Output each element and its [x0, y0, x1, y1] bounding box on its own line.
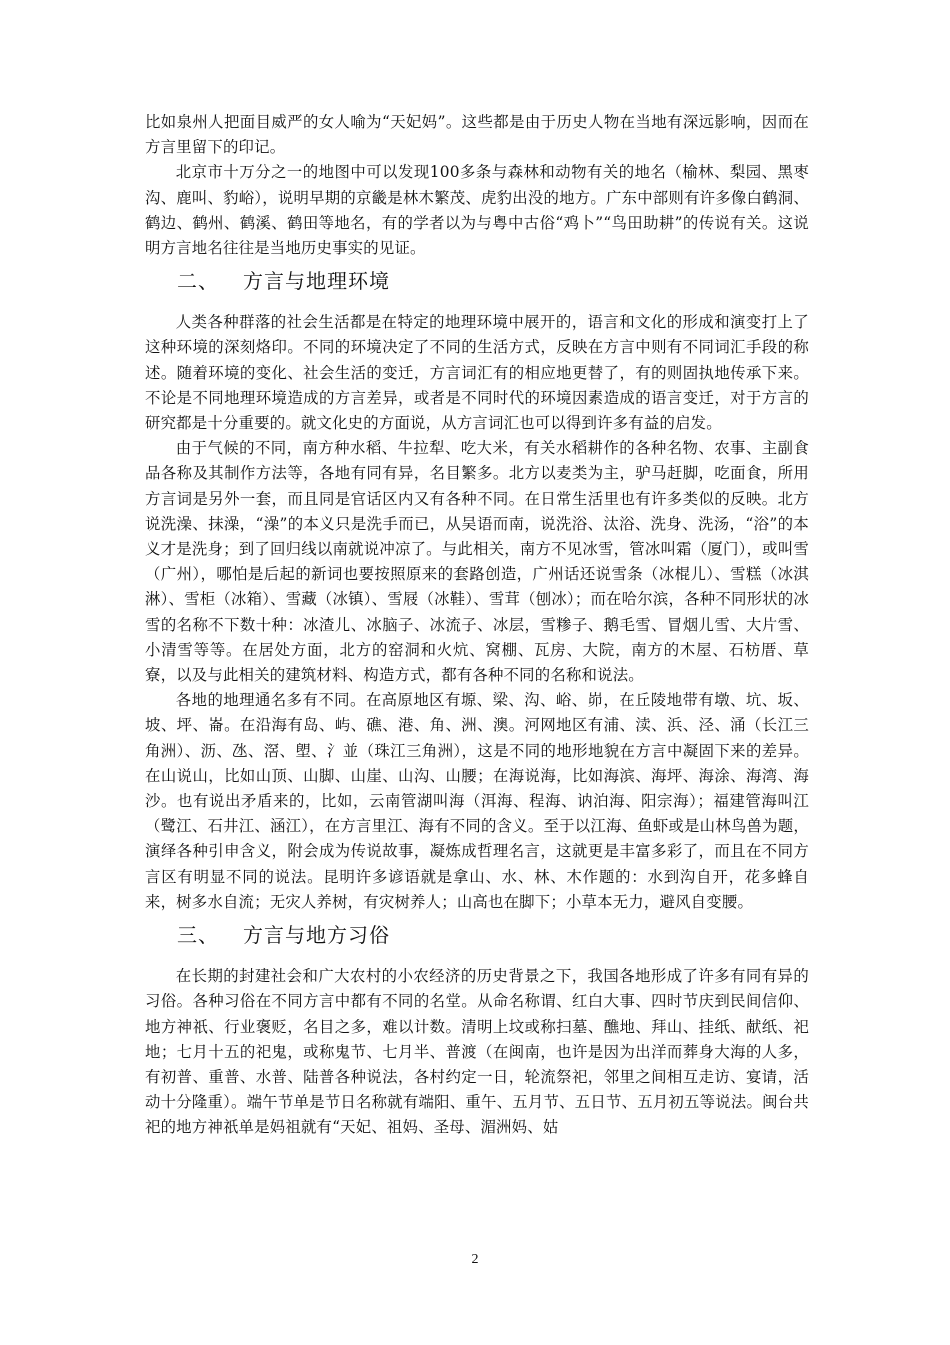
section-heading	[145, 920, 809, 950]
paragraph: 比如泉州人把面目威严的女人喻为“天妃妈”。这些都是由于历史人物在当地有深远影响，因而在方言里留下的印记。	[145, 113, 809, 157]
section-title: 方言与地理环境	[243, 269, 390, 294]
section-number: 二、	[177, 269, 219, 294]
section-title: 方言与地方习俗	[243, 923, 390, 948]
paragraph: 人类各种群落的社会生活都是在特定的地理环境中展开的，语言和文化的形成和演变打上了这种环境的深刻烙印。不同的环境决定了不同的生活方式，反映在方言中则有不同词汇手段的称述。随着环境的变化、社会生活的变迁，方言词汇有的相应地更替了，有的则固执地传承下来。不论是不同地理环境造成的方言差异，或者是不同时代的环境因素造成的语言变迁，对于方言的研究都是十分重要的。就文化史的方面说，从方言词汇也可以得到许多有益的启发。	[145, 313, 809, 433]
section-number: 三、	[177, 923, 219, 948]
document-page	[145, 110, 809, 1141]
section-heading	[145, 266, 809, 296]
paragraph: 各地的地理通名多有不同。在高原地区有塬、梁、沟、峪、峁，在丘陵地带有墩、坑、坂、坡、坪、崙。在沿海有岛、屿、礁、港、角、洲、澳。河网地区有浦、渎、浜、泾、涌（长江三角洲）、沥、氹、滘、塱、氵並（珠江三角洲），这是不同的地形地貌在方言中凝固下来的差异。在山说山，比如山顶、山脚、山崖、山沟、山腰；在海说海，比如海滨、海坪、海涂、海湾、海沙。也有说出矛盾来的，比如，云南管湖叫海（洱海、程海、讷泊海、阳宗海）；福建管海叫江（鹭江、石井江、涵江），在方言里江、海有不同的含义。至于以江海、鱼虾或是山林鸟兽为题，演绎各种引申含义，附会成为传说故事，凝炼成哲理名言，这就更是丰富多彩了，而且在不同方言区有明显不同的说法。昆明许多谚语就是拿山、水、林、木作题的：水到沟自开，花多蜂自来，树多水自流；无灾人养树，有灾树养人；山高也在脚下；小草本无力，避风自变腰。	[145, 691, 809, 911]
paragraph: 北京市十万分之一的地图中可以发现100多条与森林和动物有关的地名（榆林、梨园、黑枣沟、鹿叫、豹峪），说明早期的京畿是林木繁茂、虎豹出没的地方。广东中部则有许多像白鹤洞、鹤边、鹤州、鹤溪、鹤田等地名，有的学者以为与粤中古俗“鸡卜”“鸟田助耕”的传说有关。这说明方言地名往往是当地历史事实的见证。	[145, 163, 809, 258]
page-number: 2	[471, 1252, 479, 1267]
paragraph: 由于气候的不同，南方种水稻、牛拉犁、吃大米，有关水稻耕作的各种名物、农事、主副食品各称及其制作方法等，各地有同有异，名目繁多。北方以麦类为主，驴马赶脚，吃面食，所用方言词是另外一套，而且同是官话区内又有各种不同。在日常生活里也有许多类似的反映。北方说洗澡、抹澡，“澡”的本义只是洗手而已，从吴语而南，说洗浴、汰浴、洗身、洗汤，“浴”的本义才是洗身；到了回归线以南就说冲凉了。与此相关，南方不见冰雪，管冰叫霜（厦门），或叫雪（广州），哪怕是后起的新词也要按照原来的套路创造，广州话还说雪条（冰棍儿）、雪糕（冰淇淋）、雪柜（冰箱）、雪藏（冰镇）、雪屐（冰鞋）、雪茸（刨冰）；而在哈尔滨，各种不同形状的冰雪的名称不下数十种：冰渣儿、冰脑子、冰流子、冰层，雪糁子、鹅毛雪、冒烟儿雪、大片雪、小清雪等等。在居处方面，北方的窑洞和火炕、窝棚、瓦房、大院，南方的木屋、石枋厝、草寮，以及与此相关的建筑材料、构造方式，都有各种不同的名称和说法。	[145, 439, 809, 685]
paragraph: 在长期的封建社会和广大农村的小农经济的历史背景之下，我国各地形成了许多有同有异的习俗。各种习俗在不同方言中都有不同的名堂。从命名称谓、红白大事、四时节庆到民间信仰、地方神祇、行业褒贬，名目之多，难以计数。清明上坟或称扫墓、醮地、拜山、挂纸、献纸、祀地；七月十五的祀鬼，或称鬼节、七月半、普渡（在闽南，也许是因为出洋而葬身大海的人多，有初普、重普、水普、陆普各种说法，各村约定一日，轮流祭祀，邻里之间相互走访、宴请，活动十分隆重）。端午节单是节日名称就有端阳、重午、五月节、五日节、五月初五等说法。闽台共祀的地方神祇单是妈祖就有“天妃、祖妈、圣母、湄洲妈、姑	[145, 967, 809, 1137]
